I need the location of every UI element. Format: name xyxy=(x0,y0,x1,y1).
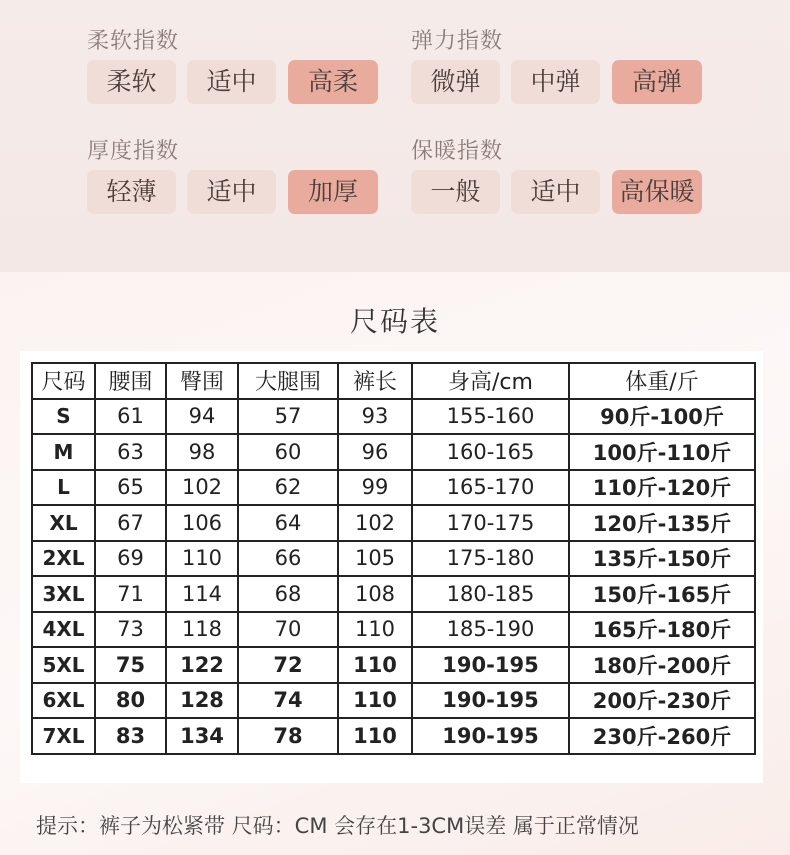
table-cell: 128 xyxy=(166,683,238,719)
table-cell: 100斤-110斤 xyxy=(569,434,755,470)
table-header-row xyxy=(32,363,755,399)
table-cell: 150斤-165斤 xyxy=(569,576,755,612)
size-table-title: 尺码表 xyxy=(349,305,440,338)
table-cell: 93 xyxy=(338,399,412,435)
elasticity-option: 微弹 xyxy=(411,60,500,104)
elasticity-option: 中弹 xyxy=(511,60,600,104)
table-cell: 96 xyxy=(338,434,412,470)
thickness-option: 适中 xyxy=(187,170,276,214)
index-title: 弹力指数 xyxy=(411,29,504,54)
size-cell: L xyxy=(32,470,95,506)
table-cell: 68 xyxy=(238,576,338,612)
table-cell: 61 xyxy=(95,399,166,435)
table-cell: 67 xyxy=(95,505,166,541)
size-note: 提示：裤子为松紧带 尺码：CM 会存在1-3CM误差 属于正常情况 xyxy=(36,814,639,838)
table-row xyxy=(32,718,755,754)
table-cell: 72 xyxy=(238,647,338,683)
table-cell: 110 xyxy=(166,541,238,577)
table-cell: 185-190 xyxy=(412,612,569,648)
table-cell: 180-185 xyxy=(412,576,569,612)
table-row xyxy=(32,505,755,541)
table-cell: 66 xyxy=(238,541,338,577)
size-cell: 4XL xyxy=(32,612,95,648)
index-title: 厚度指数 xyxy=(87,139,180,164)
table-cell: 155-160 xyxy=(412,399,569,435)
column-header: 尺码 xyxy=(32,363,95,399)
table-cell: 90斤-100斤 xyxy=(569,399,755,435)
thickness-option-selected: 加厚 xyxy=(288,170,378,214)
table-row xyxy=(32,647,755,683)
thickness-option: 轻薄 xyxy=(87,170,176,214)
column-header: 裤长 xyxy=(338,363,412,399)
warmth-option: 一般 xyxy=(411,170,500,214)
table-cell: 98 xyxy=(166,434,238,470)
table-cell: 108 xyxy=(338,576,412,612)
table-cell: 190-195 xyxy=(412,683,569,719)
table-cell: 99 xyxy=(338,470,412,506)
size-table-body xyxy=(32,399,755,754)
table-row xyxy=(32,470,755,506)
column-header: 腰围 xyxy=(95,363,166,399)
table-cell: 83 xyxy=(95,718,166,754)
table-cell: 70 xyxy=(238,612,338,648)
table-cell: 60 xyxy=(238,434,338,470)
table-cell: 190-195 xyxy=(412,647,569,683)
table-cell: 94 xyxy=(166,399,238,435)
table-cell: 118 xyxy=(166,612,238,648)
size-cell: M xyxy=(32,434,95,470)
table-cell: 165斤-180斤 xyxy=(569,612,755,648)
table-cell: 102 xyxy=(338,505,412,541)
table-cell: 122 xyxy=(166,647,238,683)
table-cell: 74 xyxy=(238,683,338,719)
column-header: 体重/斤 xyxy=(569,363,755,399)
table-cell: 57 xyxy=(238,399,338,435)
size-cell: 7XL xyxy=(32,718,95,754)
table-cell: 105 xyxy=(338,541,412,577)
table-cell: 71 xyxy=(95,576,166,612)
table-cell: 62 xyxy=(238,470,338,506)
size-cell: 6XL xyxy=(32,683,95,719)
table-cell: 190-195 xyxy=(412,718,569,754)
size-cell: 5XL xyxy=(32,647,95,683)
table-cell: 102 xyxy=(166,470,238,506)
size-table-card xyxy=(20,351,763,783)
elasticity-option-selected: 高弹 xyxy=(612,60,702,104)
table-cell: 110斤-120斤 xyxy=(569,470,755,506)
warmth-option-selected: 高保暖 xyxy=(612,170,702,214)
table-cell: 135斤-150斤 xyxy=(569,541,755,577)
column-header: 身高/cm xyxy=(412,363,569,399)
warmth-option: 适中 xyxy=(511,170,600,214)
table-cell: 165-170 xyxy=(412,470,569,506)
table-row xyxy=(32,612,755,648)
table-cell: 110 xyxy=(338,647,412,683)
table-cell: 73 xyxy=(95,612,166,648)
index-title: 柔软指数 xyxy=(87,29,180,54)
column-header: 大腿围 xyxy=(238,363,338,399)
table-row xyxy=(32,576,755,612)
table-cell: 65 xyxy=(95,470,166,506)
table-cell: 134 xyxy=(166,718,238,754)
table-cell: 110 xyxy=(338,683,412,719)
table-cell: 110 xyxy=(338,718,412,754)
size-table xyxy=(31,362,756,755)
table-cell: 230斤-260斤 xyxy=(569,718,755,754)
column-header: 臀围 xyxy=(166,363,238,399)
size-cell: XL xyxy=(32,505,95,541)
table-cell: 75 xyxy=(95,647,166,683)
index-title: 保暖指数 xyxy=(411,139,504,164)
table-cell: 170-175 xyxy=(412,505,569,541)
table-cell: 120斤-135斤 xyxy=(569,505,755,541)
table-cell: 63 xyxy=(95,434,166,470)
size-cell: 2XL xyxy=(32,541,95,577)
table-cell: 160-165 xyxy=(412,434,569,470)
table-cell: 175-180 xyxy=(412,541,569,577)
softness-option-selected: 高柔 xyxy=(288,60,378,104)
table-row xyxy=(32,541,755,577)
table-cell: 80 xyxy=(95,683,166,719)
softness-option: 柔软 xyxy=(87,60,176,104)
table-cell: 106 xyxy=(166,505,238,541)
table-cell: 69 xyxy=(95,541,166,577)
table-cell: 200斤-230斤 xyxy=(569,683,755,719)
table-cell: 110 xyxy=(338,612,412,648)
table-cell: 78 xyxy=(238,718,338,754)
table-row xyxy=(32,434,755,470)
table-cell: 180斤-200斤 xyxy=(569,647,755,683)
size-cell: 3XL xyxy=(32,576,95,612)
table-cell: 64 xyxy=(238,505,338,541)
softness-option: 适中 xyxy=(187,60,276,104)
fabric-index-panel xyxy=(0,0,790,272)
table-row xyxy=(32,683,755,719)
table-cell: 114 xyxy=(166,576,238,612)
size-cell: S xyxy=(32,399,95,435)
table-row xyxy=(32,399,755,435)
